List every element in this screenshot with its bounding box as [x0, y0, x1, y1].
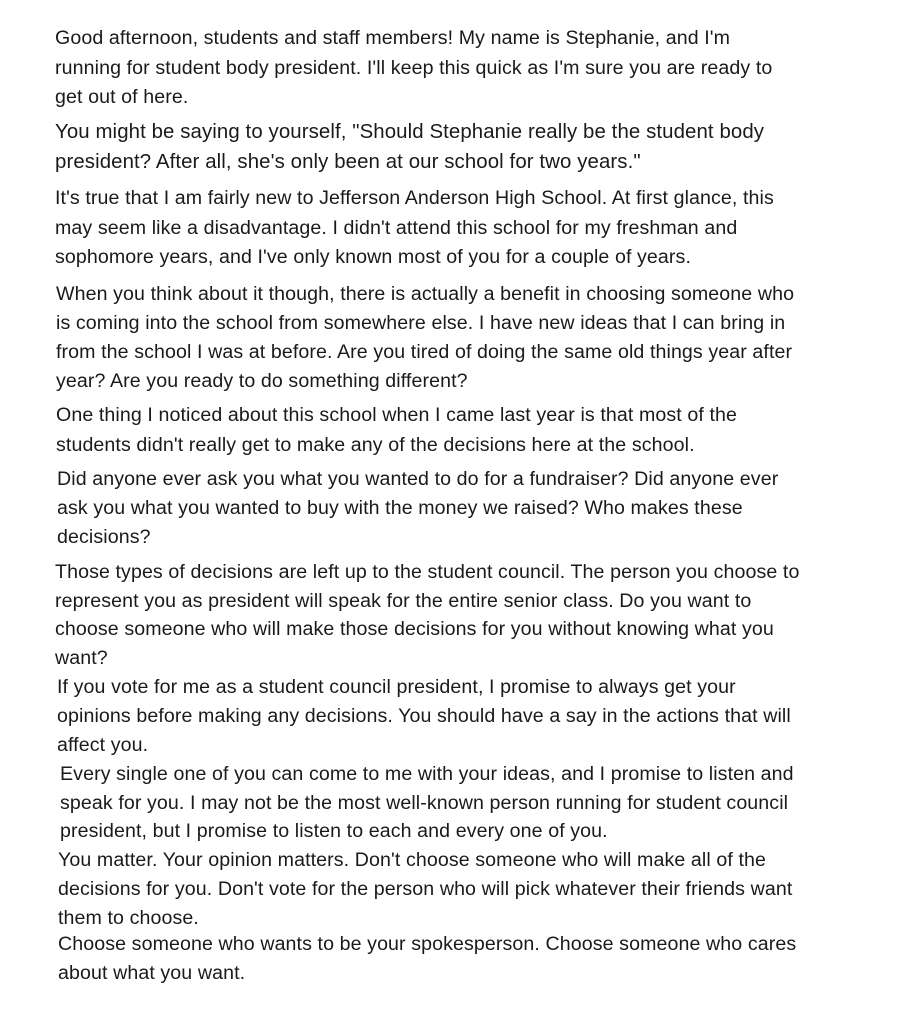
paragraph-line: You matter. Your opinion matters. Don't choose someone who will make all of the: [58, 849, 766, 871]
paragraph-9: [60, 760, 794, 846]
paragraph-line: Choose someone who wants to be your spokesperson. Choose someone who cares: [58, 933, 797, 955]
paragraph-line: from the school I was at before. Are you tired of doing the same old things year after: [56, 341, 793, 363]
paragraph-line: Those types of decisions are left up to the student council. The person you choose to: [55, 561, 800, 583]
paragraph-line: ask you what you wanted to buy with the money we raised? Who makes these: [57, 497, 743, 519]
paragraph-line: year? Are you ready to do something different?: [56, 370, 468, 392]
paragraph-line: opinions before making any decisions. You should have a say in the actions that will: [57, 705, 791, 727]
paragraph-line: affect you.: [57, 734, 149, 756]
paragraph-2: [55, 117, 764, 177]
paragraph-8: [57, 673, 791, 760]
paragraph-line: When you think about it though, there is actually a benefit in choosing someone who: [56, 283, 795, 305]
paragraph-line: is coming into the school from somewhere else. I have new ideas that I can bring in: [56, 312, 786, 334]
paragraph-line: Every single one of you can come to me with your ideas, and I promise to listen and: [60, 763, 794, 785]
paragraph-line: sophomore years, and I've only known most of you for a couple of years.: [55, 246, 691, 268]
paragraph-line: One thing I noticed about this school when I came last year is that most of the: [56, 404, 737, 426]
paragraph-line: president? After all, she's only been at our school for two years.": [55, 151, 641, 173]
paragraph-3: [55, 184, 774, 273]
paragraph-6: [57, 465, 778, 552]
paragraph-line: want?: [55, 646, 108, 669]
paragraph-line: president, but I promise to listen to each and every one of you.: [60, 820, 608, 842]
paragraph-line: decisions?: [57, 526, 151, 548]
paragraph-line: You might be saying to yourself, "Should Stephanie really be the student body: [55, 121, 765, 143]
paragraph-line: It's true that I am fairly new to Jefferson Anderson High School. At first glance, this: [55, 187, 774, 209]
paragraph-4: [56, 280, 794, 396]
paragraph-line: speak for you. I may not be the most well-known person running for student council: [60, 791, 789, 814]
paragraph-5: [56, 401, 737, 460]
paragraph-line: If you vote for me as a student council president, I promise to always get your: [57, 676, 736, 698]
paragraph-line: running for student body president. I'll keep this quick as I'm sure you are ready to: [55, 56, 773, 79]
paragraph-1: [55, 24, 772, 113]
paragraph-line: represent you as president will speak for the entire senior class. Do you want to: [55, 589, 752, 612]
paragraph-line: about what you want.: [58, 961, 246, 984]
paragraph-line: them to choose.: [58, 907, 199, 929]
paragraph-line: get out of here.: [55, 86, 189, 108]
paragraph-line: choose someone who will make those decisions for you without knowing what you: [55, 618, 774, 640]
paragraph-7: [55, 558, 799, 672]
paragraph-line: Did anyone ever ask you what you wanted to do for a fundraiser? Did anyone ever: [57, 468, 779, 490]
paragraph-line: Good afternoon, students and staff members! My name is Stephanie, and I'm: [55, 27, 731, 49]
paragraph-11: [58, 930, 796, 987]
paragraph-line: students didn't really get to make any of the decisions here at the school.: [56, 433, 695, 456]
paragraph-line: may seem like a disadvantage. I didn't attend this school for my freshman and: [55, 216, 738, 239]
paragraph-line: decisions for you. Don't vote for the person who will pick whatever their friends want: [58, 878, 793, 900]
paragraph-10: [58, 846, 792, 933]
